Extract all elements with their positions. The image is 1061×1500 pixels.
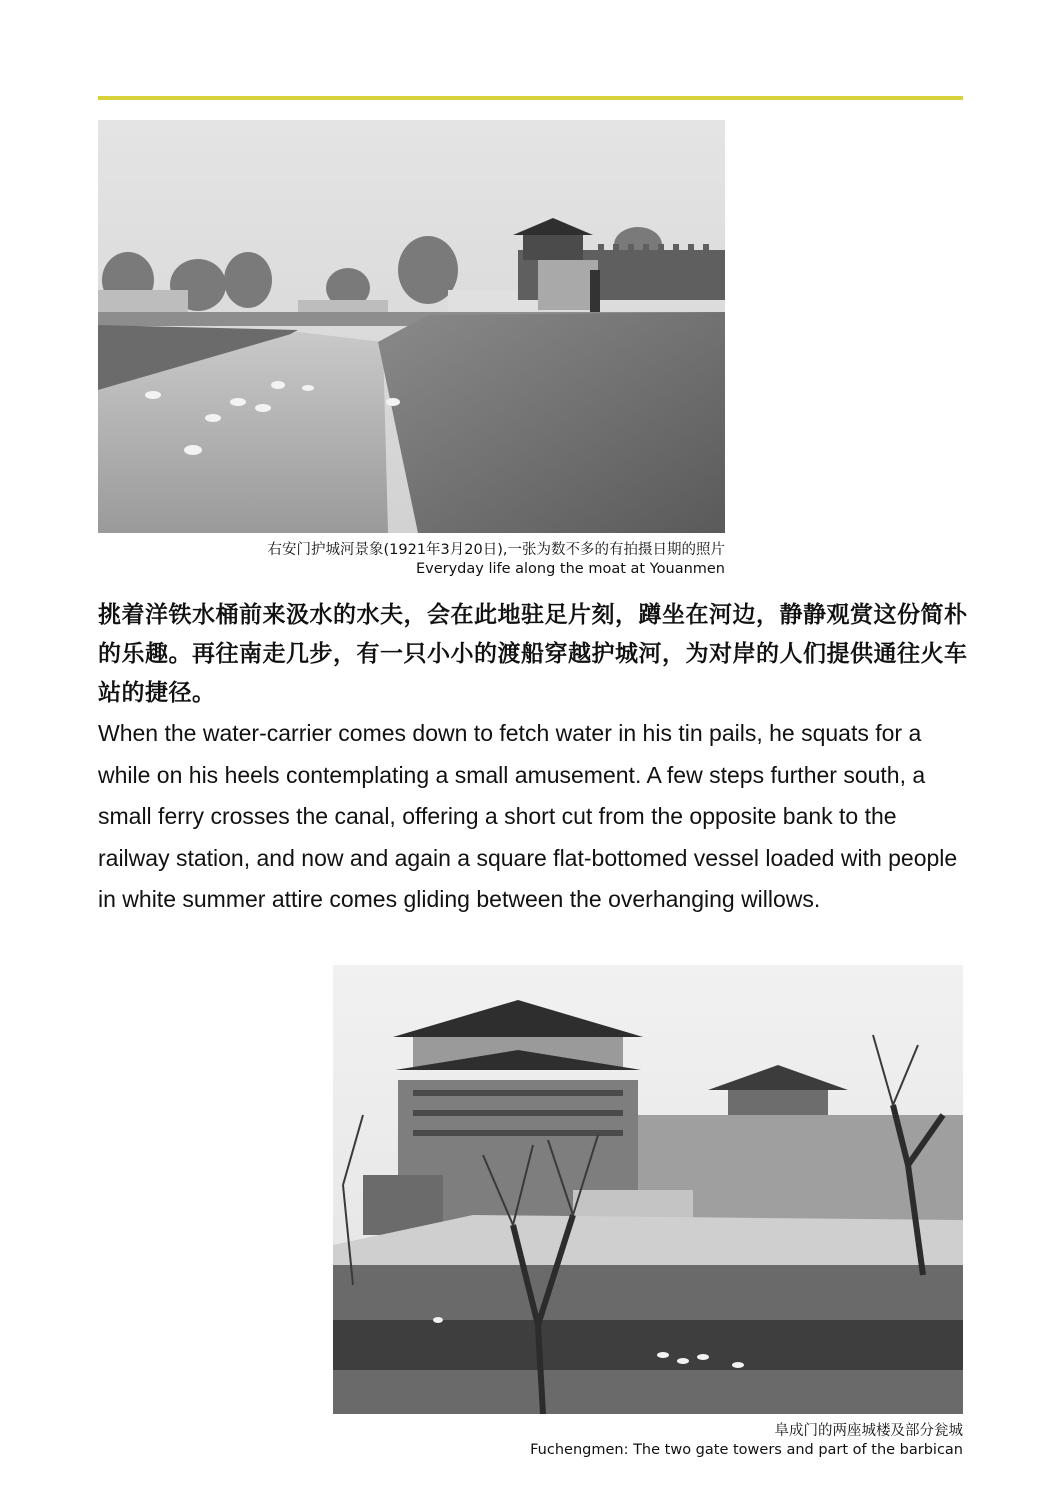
top-rule xyxy=(98,96,963,100)
caption-english: Fuchengmen: The two gate towers and part of the barbican xyxy=(530,1442,963,1458)
fuchengmen-photo-caption xyxy=(263,1422,963,1460)
caption-chinese: 阜成门的两座城楼及部分瓮城 xyxy=(774,1423,963,1439)
moat-photo xyxy=(98,120,725,533)
body-text-english: When the water-carrier comes down to fetch water in his tin pails, he squats for a while on his heels contemplating a small amusement. A few steps further south, a small ferry crosses the canal, offering a short cut from the opposite bank to the railway station, and now and again a square flat-bottomed vessel loaded with people in white summer attire comes gliding between the overhanging willows. xyxy=(98,720,958,912)
moat-photo-caption xyxy=(25,541,725,579)
caption-chinese: 右安门护城河景象(1921年3月20日),一张为数不多的有拍摄日期的照片 xyxy=(267,542,725,558)
fuchengmen-photo xyxy=(333,965,963,1414)
body-text-chinese: 挑着洋铁水桶前来汲水的水夫，会在此地驻足片刻，蹲坐在河边，静静观赏这份简朴的乐趣。再往南走几步，有一只小小的渡船穿越护城河，为对岸的人们提供通往火车站的捷径。 xyxy=(98,602,968,706)
caption-english: Everyday life along the moat at Youanmen xyxy=(415,561,725,577)
